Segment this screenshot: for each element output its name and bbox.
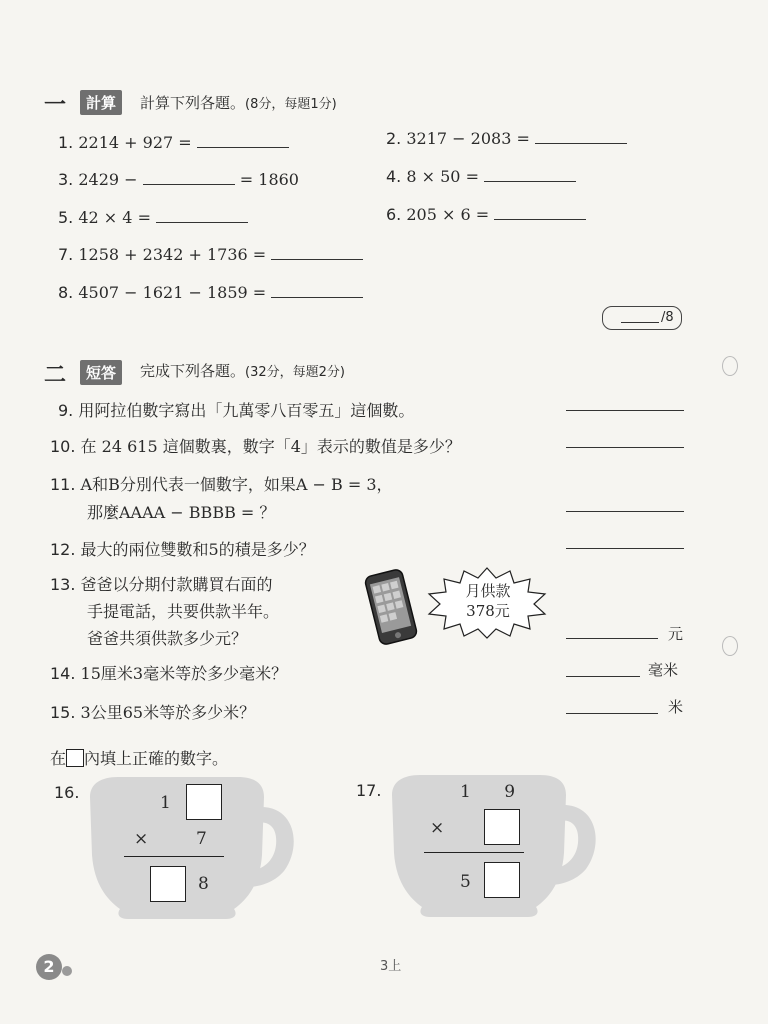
q1-number: 1. bbox=[58, 133, 74, 152]
q14-text: 15厘米3毫米等於多少毫米？ bbox=[80, 664, 288, 683]
cup16-result-box[interactable] bbox=[150, 866, 186, 902]
q10-answer-line[interactable] bbox=[566, 447, 684, 448]
q14-number: 14. bbox=[50, 664, 76, 683]
q1-expr: 2214 + 927 = bbox=[78, 133, 192, 152]
q13-line2: 手提電話，共要供款半年。 bbox=[87, 602, 280, 621]
q7-expr: 1258 + 2342 + 1736 = bbox=[78, 245, 267, 264]
q4-answer-blank[interactable] bbox=[484, 165, 576, 182]
q5-number: 5. bbox=[58, 208, 74, 227]
q1-answer-blank[interactable] bbox=[197, 131, 289, 148]
q3-expr-post: = 1860 bbox=[239, 170, 299, 189]
q5-answer-blank[interactable] bbox=[156, 206, 248, 223]
q13-unit: 元 bbox=[668, 625, 684, 643]
q3-answer-blank[interactable] bbox=[143, 168, 235, 185]
q8-answer-blank[interactable] bbox=[271, 281, 363, 298]
cup17-times-sign: × bbox=[430, 818, 445, 838]
question-12 bbox=[50, 537, 315, 560]
price-label-line2: 378元 bbox=[466, 602, 510, 620]
q9-answer-line[interactable] bbox=[566, 410, 684, 411]
q2-answer-blank[interactable] bbox=[535, 127, 627, 144]
section1-number: 一 bbox=[44, 92, 67, 118]
fill-instruction bbox=[50, 746, 228, 769]
cup16-top-box[interactable] bbox=[186, 784, 222, 820]
q6-answer-blank[interactable] bbox=[494, 203, 586, 220]
section1-score-box bbox=[602, 306, 682, 330]
question-14 bbox=[50, 661, 287, 684]
question-5 bbox=[58, 206, 248, 227]
binder-hole-top bbox=[722, 356, 738, 376]
q14-answer-line[interactable] bbox=[566, 676, 640, 677]
cup16-result-digit: 8 bbox=[198, 874, 209, 894]
question-11 bbox=[50, 472, 393, 495]
question-9 bbox=[58, 398, 414, 421]
question-8 bbox=[58, 281, 363, 302]
q13-line3: 爸爸共須供款多少元？ bbox=[87, 629, 248, 648]
section2-points: (32分，每題2分) bbox=[245, 365, 345, 380]
q11-number: 11. bbox=[50, 475, 76, 494]
cup16-multiplier: 7 bbox=[196, 829, 207, 849]
q7-answer-blank[interactable] bbox=[271, 243, 363, 260]
section2-title-text: 完成下列各題。 bbox=[140, 362, 246, 380]
cup16-times-sign: × bbox=[134, 829, 149, 849]
cup17-multiplier-box[interactable] bbox=[484, 809, 520, 845]
cup16-line bbox=[124, 856, 224, 857]
price-label-line1: 月供款 bbox=[465, 582, 511, 600]
question-13 bbox=[50, 572, 273, 595]
score-total: /8 bbox=[661, 310, 674, 325]
q15-unit: 米 bbox=[668, 698, 684, 716]
q4-number: 4. bbox=[386, 167, 402, 186]
section2-title bbox=[140, 360, 345, 381]
q14-unit: 毫米 bbox=[648, 661, 679, 679]
q8-number: 8. bbox=[58, 283, 74, 302]
cup17-result-digit: 5 bbox=[460, 872, 471, 892]
section1-badge: 計算 bbox=[80, 90, 122, 115]
cup17-line bbox=[424, 852, 524, 853]
question-15 bbox=[50, 700, 255, 723]
question-4 bbox=[386, 165, 576, 186]
section1-title-text: 計算下列各題。 bbox=[140, 94, 246, 112]
question-7 bbox=[58, 243, 363, 264]
q13-answer-line[interactable] bbox=[566, 638, 658, 639]
q4-expr: 8 × 50 = bbox=[406, 167, 479, 186]
mobile-phone-icon bbox=[360, 568, 422, 646]
score-blank[interactable] bbox=[621, 322, 659, 323]
q12-text: 最大的兩位雙數和5的積是多少？ bbox=[80, 540, 315, 559]
cup17-result-box[interactable] bbox=[484, 862, 520, 898]
q7-number: 7. bbox=[58, 245, 74, 264]
cup16-top-digit: 1 bbox=[160, 793, 171, 813]
q3-expr-pre: 2429 − bbox=[78, 170, 138, 189]
q11-line2: 那麼AAAA − BBBB = ？ bbox=[87, 503, 276, 522]
section1-points: (8分，每題1分) bbox=[245, 97, 337, 112]
section2-badge: 短答 bbox=[80, 360, 122, 385]
fill-instruction-post: 內填上正確的數字。 bbox=[84, 749, 229, 768]
q15-number: 15. bbox=[50, 703, 76, 722]
question-6 bbox=[386, 203, 586, 224]
section1-title bbox=[140, 92, 337, 113]
q15-text: 3公里65米等於多少米？ bbox=[80, 703, 256, 722]
q9-text: 用阿拉伯數字寫出「九萬零八百零五」這個數。 bbox=[78, 401, 415, 420]
q6-number: 6. bbox=[386, 205, 402, 224]
page-badge-dot bbox=[62, 966, 72, 976]
cup17-top-digits: 1 9 bbox=[460, 782, 530, 802]
q11-line1: A和B分別代表一個數字，如果A − B = 3， bbox=[80, 475, 393, 494]
q9-number: 9. bbox=[58, 401, 74, 420]
grade-label: 3上 bbox=[380, 959, 402, 974]
question-1 bbox=[58, 131, 289, 152]
q2-expr: 3217 − 2083 = bbox=[406, 129, 530, 148]
q3-number: 3. bbox=[58, 170, 74, 189]
small-box-icon bbox=[66, 749, 84, 767]
q11-answer-line[interactable] bbox=[566, 511, 684, 512]
q10-text: 在 24 615 這個數裏，數字「4」表示的數值是多少？ bbox=[80, 437, 461, 456]
q15-answer-line[interactable] bbox=[566, 713, 658, 714]
section2-number: 二 bbox=[44, 362, 67, 388]
question-2 bbox=[386, 127, 627, 148]
q12-number: 12. bbox=[50, 540, 76, 559]
price-label bbox=[448, 581, 528, 621]
q13-number: 13. bbox=[50, 575, 76, 594]
q12-answer-line[interactable] bbox=[566, 548, 684, 549]
q2-number: 2. bbox=[386, 129, 402, 148]
page-number-badge: 2 bbox=[36, 954, 62, 980]
q13-line1: 爸爸以分期付款購買右面的 bbox=[80, 575, 273, 594]
q16-number: 16. bbox=[54, 783, 80, 802]
q5-expr: 42 × 4 = bbox=[78, 208, 151, 227]
binder-hole-bottom bbox=[722, 636, 738, 656]
fill-instruction-pre: 在 bbox=[50, 749, 67, 768]
question-10 bbox=[50, 434, 461, 457]
q10-number: 10. bbox=[50, 437, 76, 456]
question-3 bbox=[58, 168, 299, 189]
q8-expr: 4507 − 1621 − 1859 = bbox=[78, 283, 267, 302]
q6-expr: 205 × 6 = bbox=[406, 205, 490, 224]
q17-number: 17. bbox=[356, 781, 382, 800]
